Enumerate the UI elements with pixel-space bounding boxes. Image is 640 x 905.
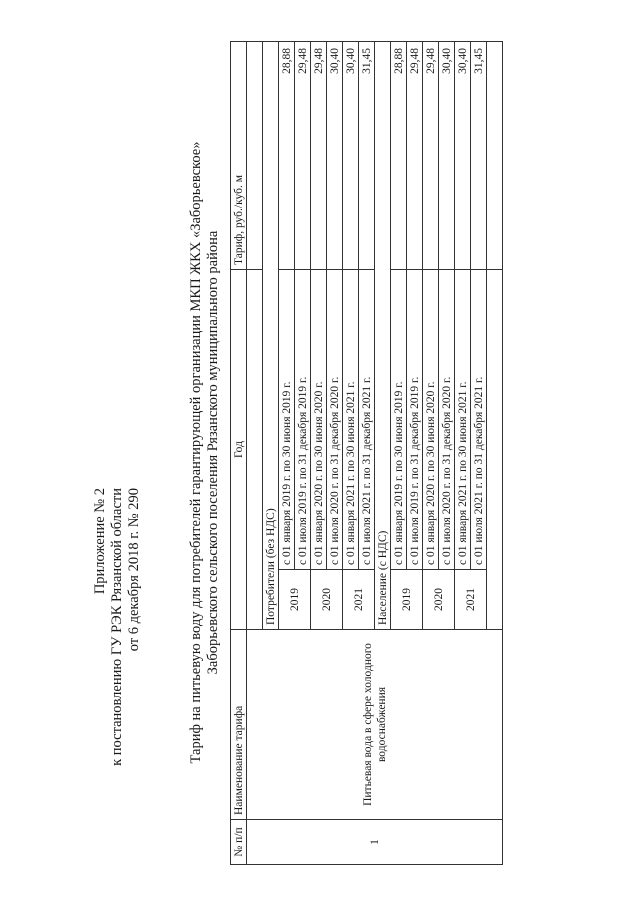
group-title: Население (с НДС) bbox=[375, 41, 391, 629]
period-cell: с 01 июля 2020 г. по 31 декабря 2020 г. bbox=[439, 269, 455, 569]
price-cell: 29,48 bbox=[423, 41, 439, 269]
annex-title: Приложение № 2 bbox=[92, 488, 108, 595]
price-cell: 29,48 bbox=[295, 41, 311, 269]
period-cell: с 01 июля 2020 г. по 31 декабря 2020 г. bbox=[327, 269, 343, 569]
table-header-row bbox=[231, 41, 247, 864]
period-cell: с 01 января 2020 г. по 30 июня 2020 г. bbox=[311, 269, 327, 569]
period-cell: с 01 января 2021 г. по 30 июня 2021 г. bbox=[455, 269, 471, 569]
year-cell: 2020 bbox=[311, 570, 343, 630]
annex-date: от 6 декабря 2018 г. № 290 bbox=[126, 488, 142, 652]
year-cell: 2019 bbox=[279, 570, 311, 630]
price-cell: 29,48 bbox=[407, 41, 423, 269]
header-num: № п/п bbox=[231, 820, 247, 865]
annex-block bbox=[92, 488, 143, 766]
price-cell: 30,40 bbox=[439, 41, 455, 269]
price-cell: 31,45 bbox=[359, 41, 375, 269]
price-cell: 31,45 bbox=[471, 41, 487, 269]
period-cell: с 01 января 2020 г. по 30 июня 2020 г. bbox=[423, 269, 439, 569]
period-cell: с 01 января 2019 г. по 30 июня 2019 г. bbox=[279, 269, 295, 569]
period-cell: с 01 июля 2019 г. по 31 декабря 2019 г. bbox=[407, 269, 423, 569]
heading-line-2: Заборьевского сельского поселения Рязанского муниципального района bbox=[205, 230, 221, 675]
header-period: Год bbox=[231, 269, 247, 629]
price-cell: 28,88 bbox=[391, 41, 407, 269]
year-cell: 2021 bbox=[343, 570, 375, 630]
price-cell: 30,40 bbox=[343, 41, 359, 269]
year-cell: 2021 bbox=[455, 570, 487, 630]
period-cell: с 01 января 2021 г. по 30 июня 2021 г. bbox=[343, 269, 359, 569]
annex-resolution: к постановлению ГУ РЭК Рязанской области bbox=[109, 488, 125, 766]
row-number: 1 bbox=[247, 820, 503, 865]
price-cell: 30,40 bbox=[327, 41, 343, 269]
price-cell: 28,88 bbox=[279, 41, 295, 269]
document-heading bbox=[188, 0, 222, 905]
table-row bbox=[247, 41, 263, 864]
tariff-name: Питьевая вода в сфере холодного водоснабжения bbox=[247, 630, 503, 820]
period-cell: с 01 июля 2021 г. по 31 декабря 2021 г. bbox=[471, 269, 487, 569]
header-name: Наименование тарифа bbox=[231, 630, 247, 820]
group-title: Потребители (без НДС) bbox=[263, 41, 279, 629]
tariff-table bbox=[230, 41, 503, 865]
year-cell: 2019 bbox=[391, 570, 423, 630]
year-cell: 2020 bbox=[423, 570, 455, 630]
price-cell: 29,48 bbox=[311, 41, 327, 269]
period-cell: с 01 января 2019 г. по 30 июня 2019 г. bbox=[391, 269, 407, 569]
heading-line-1: Тариф на питьевую воду для потребителей гарантирующей организации МКП ЖКХ «Заборьевское» bbox=[188, 141, 204, 764]
header-price: Тариф, руб./куб. м bbox=[231, 41, 247, 269]
period-cell: с 01 июля 2021 г. по 31 декабря 2021 г. bbox=[359, 269, 375, 569]
period-cell: с 01 июля 2019 г. по 31 декабря 2019 г. bbox=[295, 269, 311, 569]
price-cell: 30,40 bbox=[455, 41, 471, 269]
